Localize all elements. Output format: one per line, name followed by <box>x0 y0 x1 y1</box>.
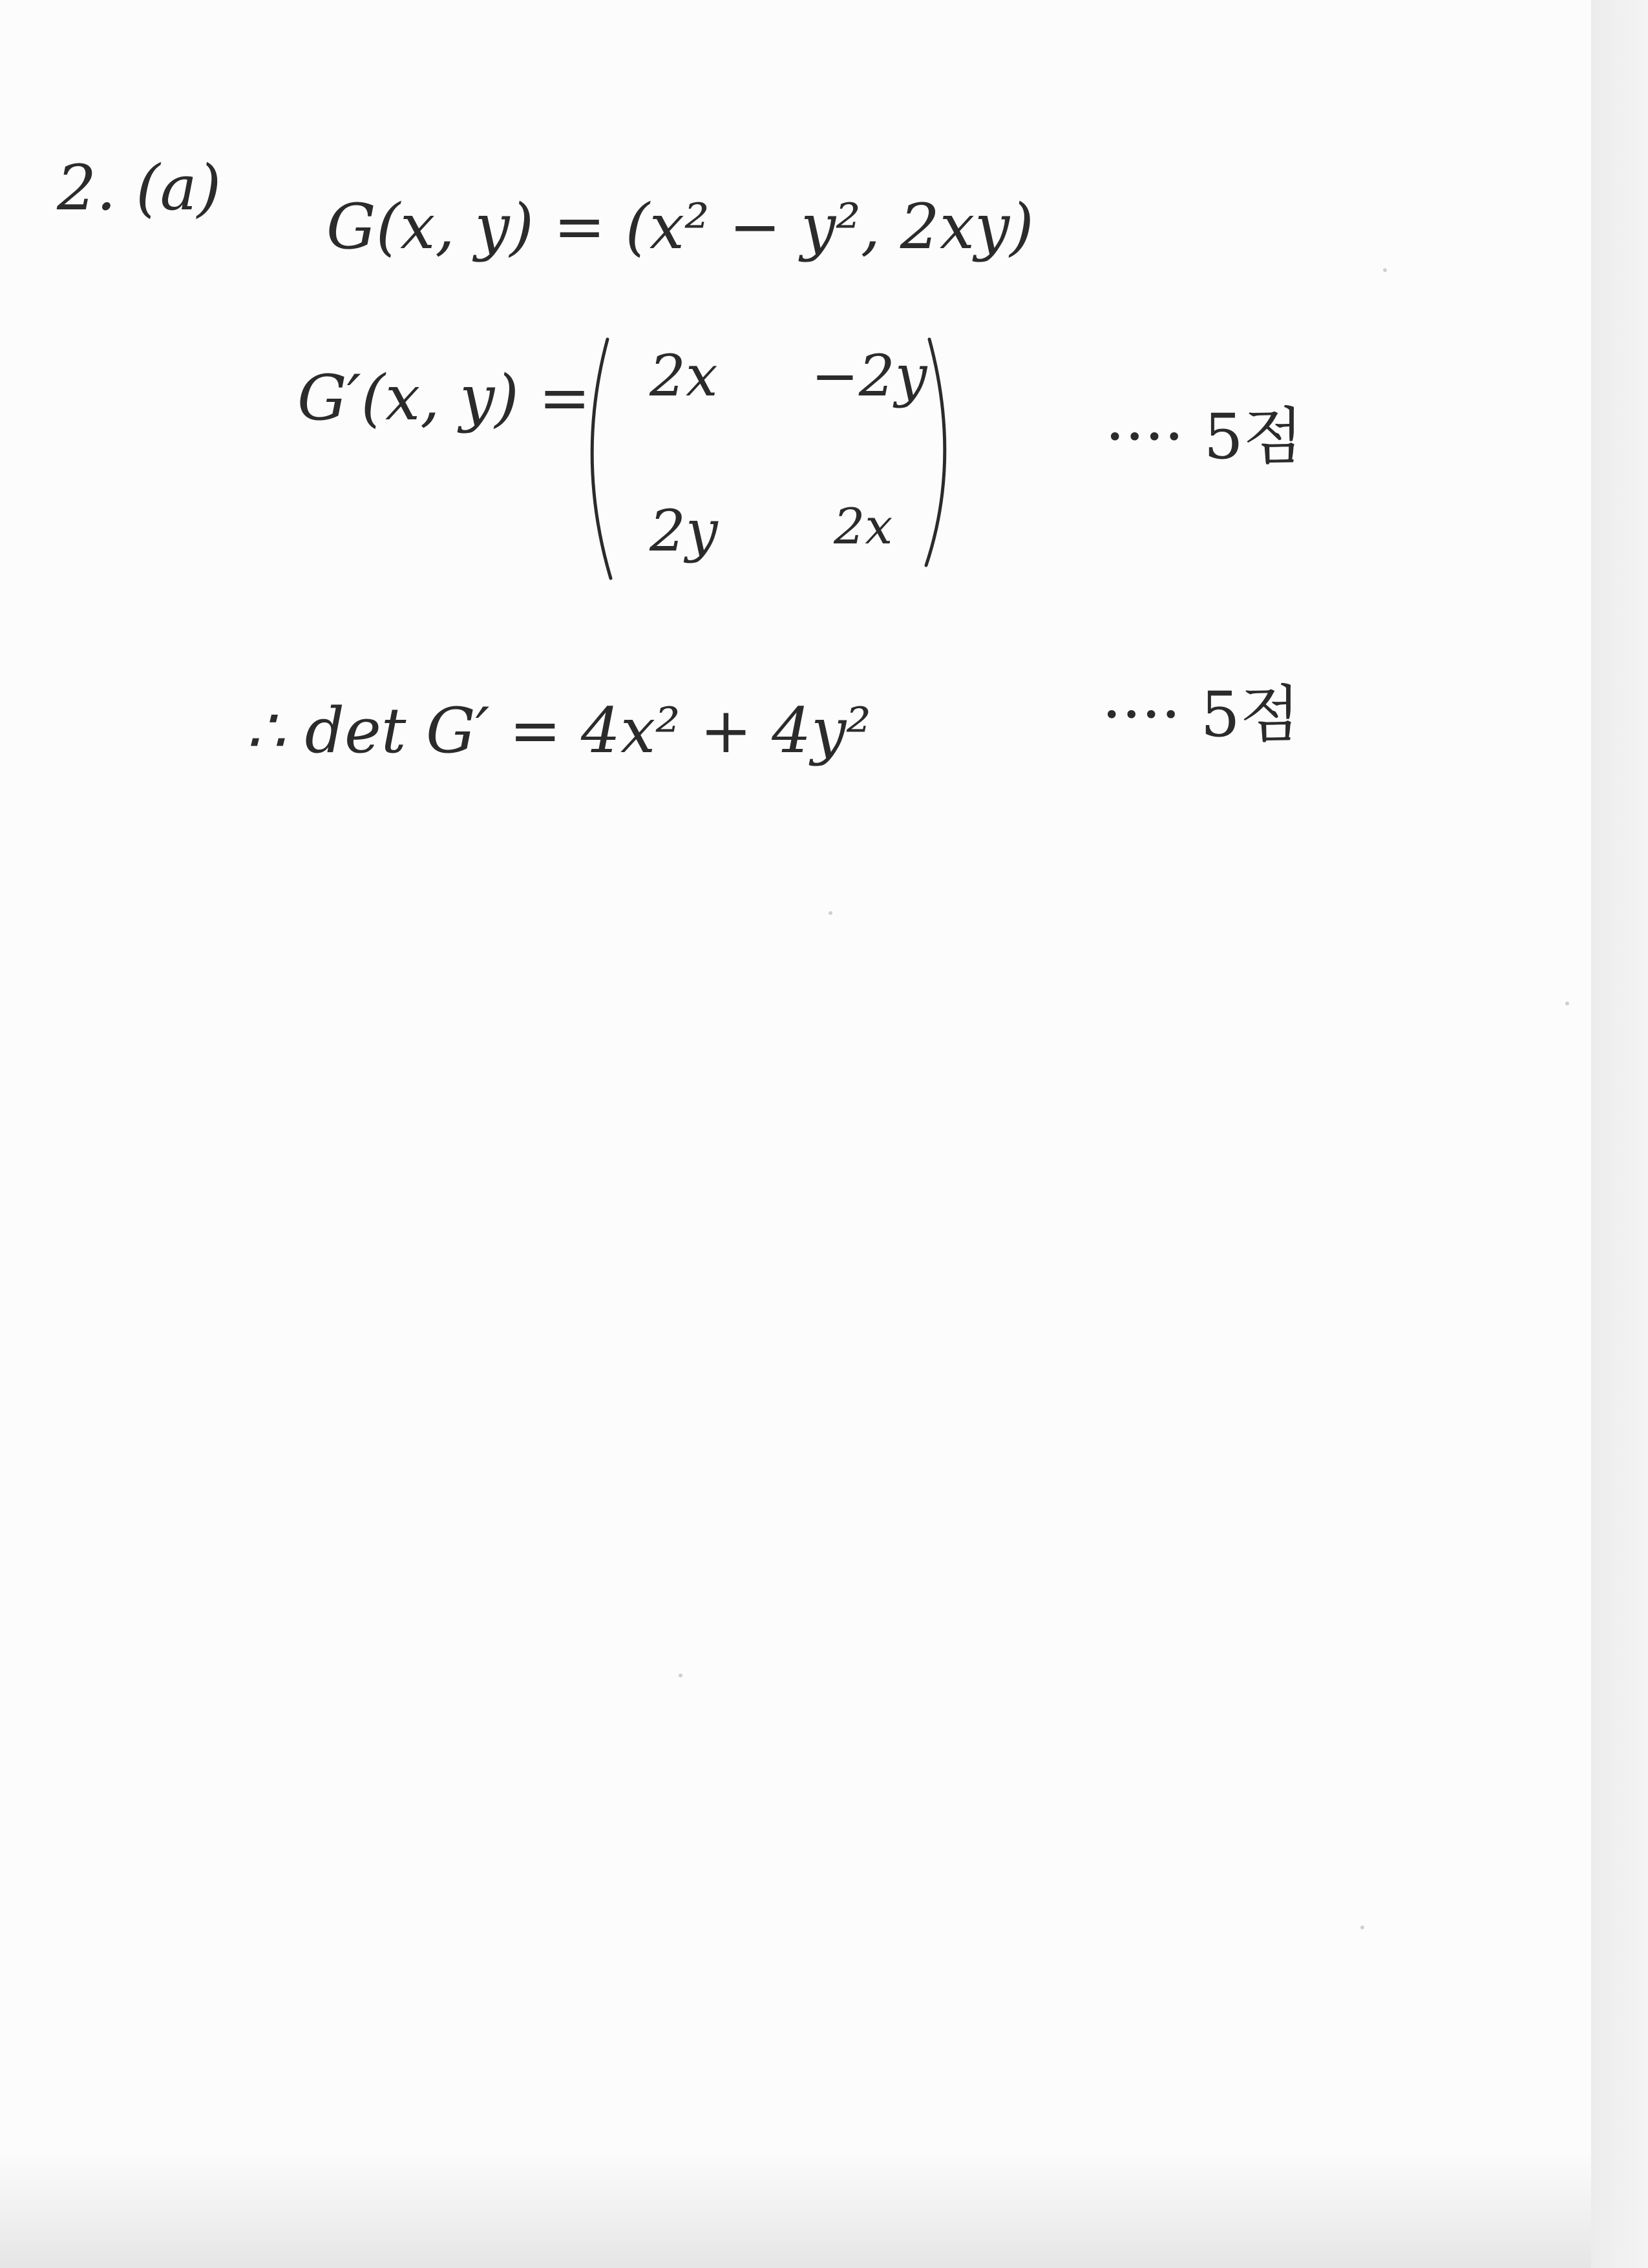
scan-shadow <box>0 2152 1591 2268</box>
scan-edge <box>1591 0 1648 2268</box>
problem-label: 2. (a) <box>57 152 222 224</box>
matrix-cell-1-1: 2x <box>650 342 718 409</box>
paper-speck <box>679 1674 682 1677</box>
paper-speck <box>1383 268 1387 272</box>
score-annotation-1: ···· 5점 <box>1105 401 1304 473</box>
equation-g: G(x, y) = (x² − y², 2xy) <box>326 191 1034 263</box>
matrix-cell-2-1: 2y <box>650 498 718 564</box>
paper-speck <box>1360 1926 1364 1929</box>
matrix-cell-1-2: −2y <box>811 342 927 409</box>
matrix-left-bracket <box>572 333 624 585</box>
paper-speck <box>829 911 832 915</box>
equation-gprime-lhs: G′(x, y) = <box>297 362 591 434</box>
equation-det: ∴ det G′ = 4x² + 4y² <box>246 695 871 767</box>
matrix-cell-2-2: 2x <box>834 498 893 555</box>
paper-speck <box>1565 1002 1569 1005</box>
score-annotation-2: ···· 5점 <box>1102 678 1300 751</box>
